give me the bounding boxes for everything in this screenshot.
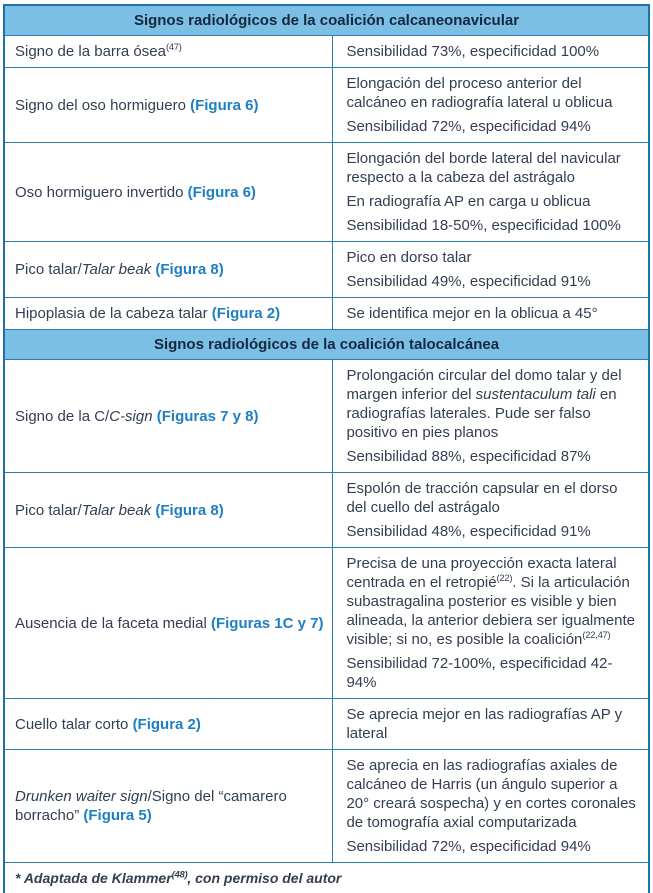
text-run: Se aprecia mejor en las radiografías AP y lateral [346,706,623,742]
sign-name-cell [4,298,333,330]
table-row [4,699,649,750]
text-run: . Si la articulación subastragalina posterior es visible y bien alineada, la anterior debiera ser igualmente visible; si no, es posible la coalición [346,574,635,648]
description-paragraph [346,272,638,291]
figure-reference-link[interactable]: (Figura 2) [211,305,281,322]
citation-superscript: (48) [171,869,188,881]
description-cell [333,36,649,68]
description-paragraph [346,216,638,235]
text-run: Signo del oso hormiguero [15,96,191,114]
text-run: Signo de la barra ósea [15,43,166,60]
figure-reference-link[interactable]: (Figura 8) [155,501,224,519]
text-run: Oso hormiguero invertido [15,183,188,201]
text-run: Ausencia de la faceta medial [15,614,211,632]
text-run: Elongación del borde lateral del navicular respecto a la cabeza del astrágalo [346,150,621,186]
description-paragraph [346,248,638,267]
text-run: /Signo del “camarero borracho” [15,788,287,824]
text-run: Sensibilidad 72-100%, especificidad 42-94% [346,655,613,691]
description-paragraph [346,42,638,61]
text-run: Sensibilidad 73%, especificidad 100% [346,43,600,60]
text-run: * Adaptada de Klammer [15,870,172,886]
description-paragraph [346,192,638,211]
sign-name-cell [4,68,333,143]
sign-name-cell [4,750,333,863]
sign-name-cell [4,242,333,298]
sign-name-cell [4,143,333,242]
radiological-signs-table [3,4,650,893]
text-run: Se identifica mejor en la oblicua a 45° [346,305,598,322]
text-run: Sensibilidad 18-50%, especificidad 100% [346,217,621,234]
description-cell [333,143,649,242]
description-cell [333,242,649,298]
description-paragraph [346,522,638,541]
text-run: Hipoplasia de la cabeza talar [15,305,212,322]
description-paragraph [346,366,638,442]
sign-name-cell [4,699,333,750]
figure-reference-link[interactable]: (Figura 6) [190,96,259,114]
figure-reference-link[interactable]: (Figuras 7 y 8) [156,407,259,425]
text-run: Cuello talar corto [15,715,133,733]
sign-name-cell [4,548,333,699]
table-row [4,36,649,68]
text-run: Sensibilidad 72%, especificidad 94% [346,838,591,855]
description-cell [333,548,649,699]
table-row [4,68,649,143]
sign-name-cell [4,473,333,548]
description-cell [333,360,649,473]
table-row [4,360,649,473]
sign-name-cell [4,360,333,473]
table-row [4,298,649,330]
description-paragraph [346,479,638,517]
description-paragraph [346,74,638,112]
table-row [4,242,649,298]
description-paragraph [346,756,638,832]
figure-reference-link[interactable]: (Figura 6) [187,183,256,201]
description-cell [333,750,649,863]
text-run: Talar beak [81,501,152,519]
description-paragraph [346,117,638,136]
text-run: Sensibilidad 72%, especificidad 94% [346,118,591,135]
text-run: Signo de la C/ [15,407,110,425]
text-run: Pico talar/ [15,261,82,278]
description-paragraph [346,654,638,692]
text-run: Talar beak [81,261,152,278]
table-row [4,143,649,242]
description-cell [333,68,649,143]
table-row [4,750,649,863]
text-run: C-sign [109,407,153,425]
text-run: Se aprecia en las radiografías axiales de calcáneo de Harris (un ángulo superior a 20° creará sospecha) y en cortes coronales de tomografía axial computarizada [346,757,636,831]
description-paragraph [346,554,638,649]
figure-reference-link[interactable]: (Figura 2) [132,715,201,733]
description-paragraph [346,705,638,743]
text-run: Espolón de tracción capsular en el dorso del cuello del astrágalo [346,480,618,516]
description-paragraph [346,304,638,323]
description-cell [333,473,649,548]
text-run: , con permiso del autor [187,870,342,886]
text-run: en radiografías laterales. Pude ser falso positivo en pies planos [346,386,617,441]
text-run: Drunken waiter sign [15,788,148,805]
figure-reference-link[interactable]: (Figura 5) [83,807,152,824]
figure-reference-link[interactable]: (Figuras 1C y 7) [210,614,324,632]
description-cell [333,298,649,330]
text-run: sustentaculum tali [475,386,596,403]
text-run: Elongación del proceso anterior del calcáneo en radiografía lateral u oblicua [346,75,613,111]
text-run: Precisa de una proyección exacta lateral centrada en el retropié [346,555,617,591]
table-footnote-row [4,863,649,893]
description-paragraph [346,837,638,856]
table-body [4,5,649,893]
citation-superscript: (47) [165,42,182,53]
section-header-row [4,5,649,36]
text-run: Sensibilidad 49%, especificidad 91% [346,273,591,290]
text-run: En radiografía AP en carga u oblicua [346,193,591,210]
table-row [4,473,649,548]
text-run: Pico talar/ [15,501,82,519]
text-run: Sensibilidad 48%, especificidad 91% [346,523,591,540]
table-footnote [4,863,649,893]
citation-superscript: (22) [496,573,513,584]
section-header: Signos radiológicos de la coalición talocalcánea [4,330,649,360]
figure-reference-link[interactable]: (Figura 8) [155,261,224,278]
description-cell [333,699,649,750]
sign-name-cell [4,36,333,68]
text-run: Prolongación circular del domo talar y del margen inferior del [346,367,622,403]
text-run: Sensibilidad 88%, especificidad 87% [346,448,591,465]
text-run: Pico en dorso talar [346,249,472,266]
description-paragraph [346,447,638,466]
section-header-row [4,330,649,360]
citation-superscript: (22,47) [582,630,611,641]
section-header: Signos radiológicos de la coalición calcaneonavicular [4,5,649,36]
table-row [4,548,649,699]
description-paragraph [346,149,638,187]
